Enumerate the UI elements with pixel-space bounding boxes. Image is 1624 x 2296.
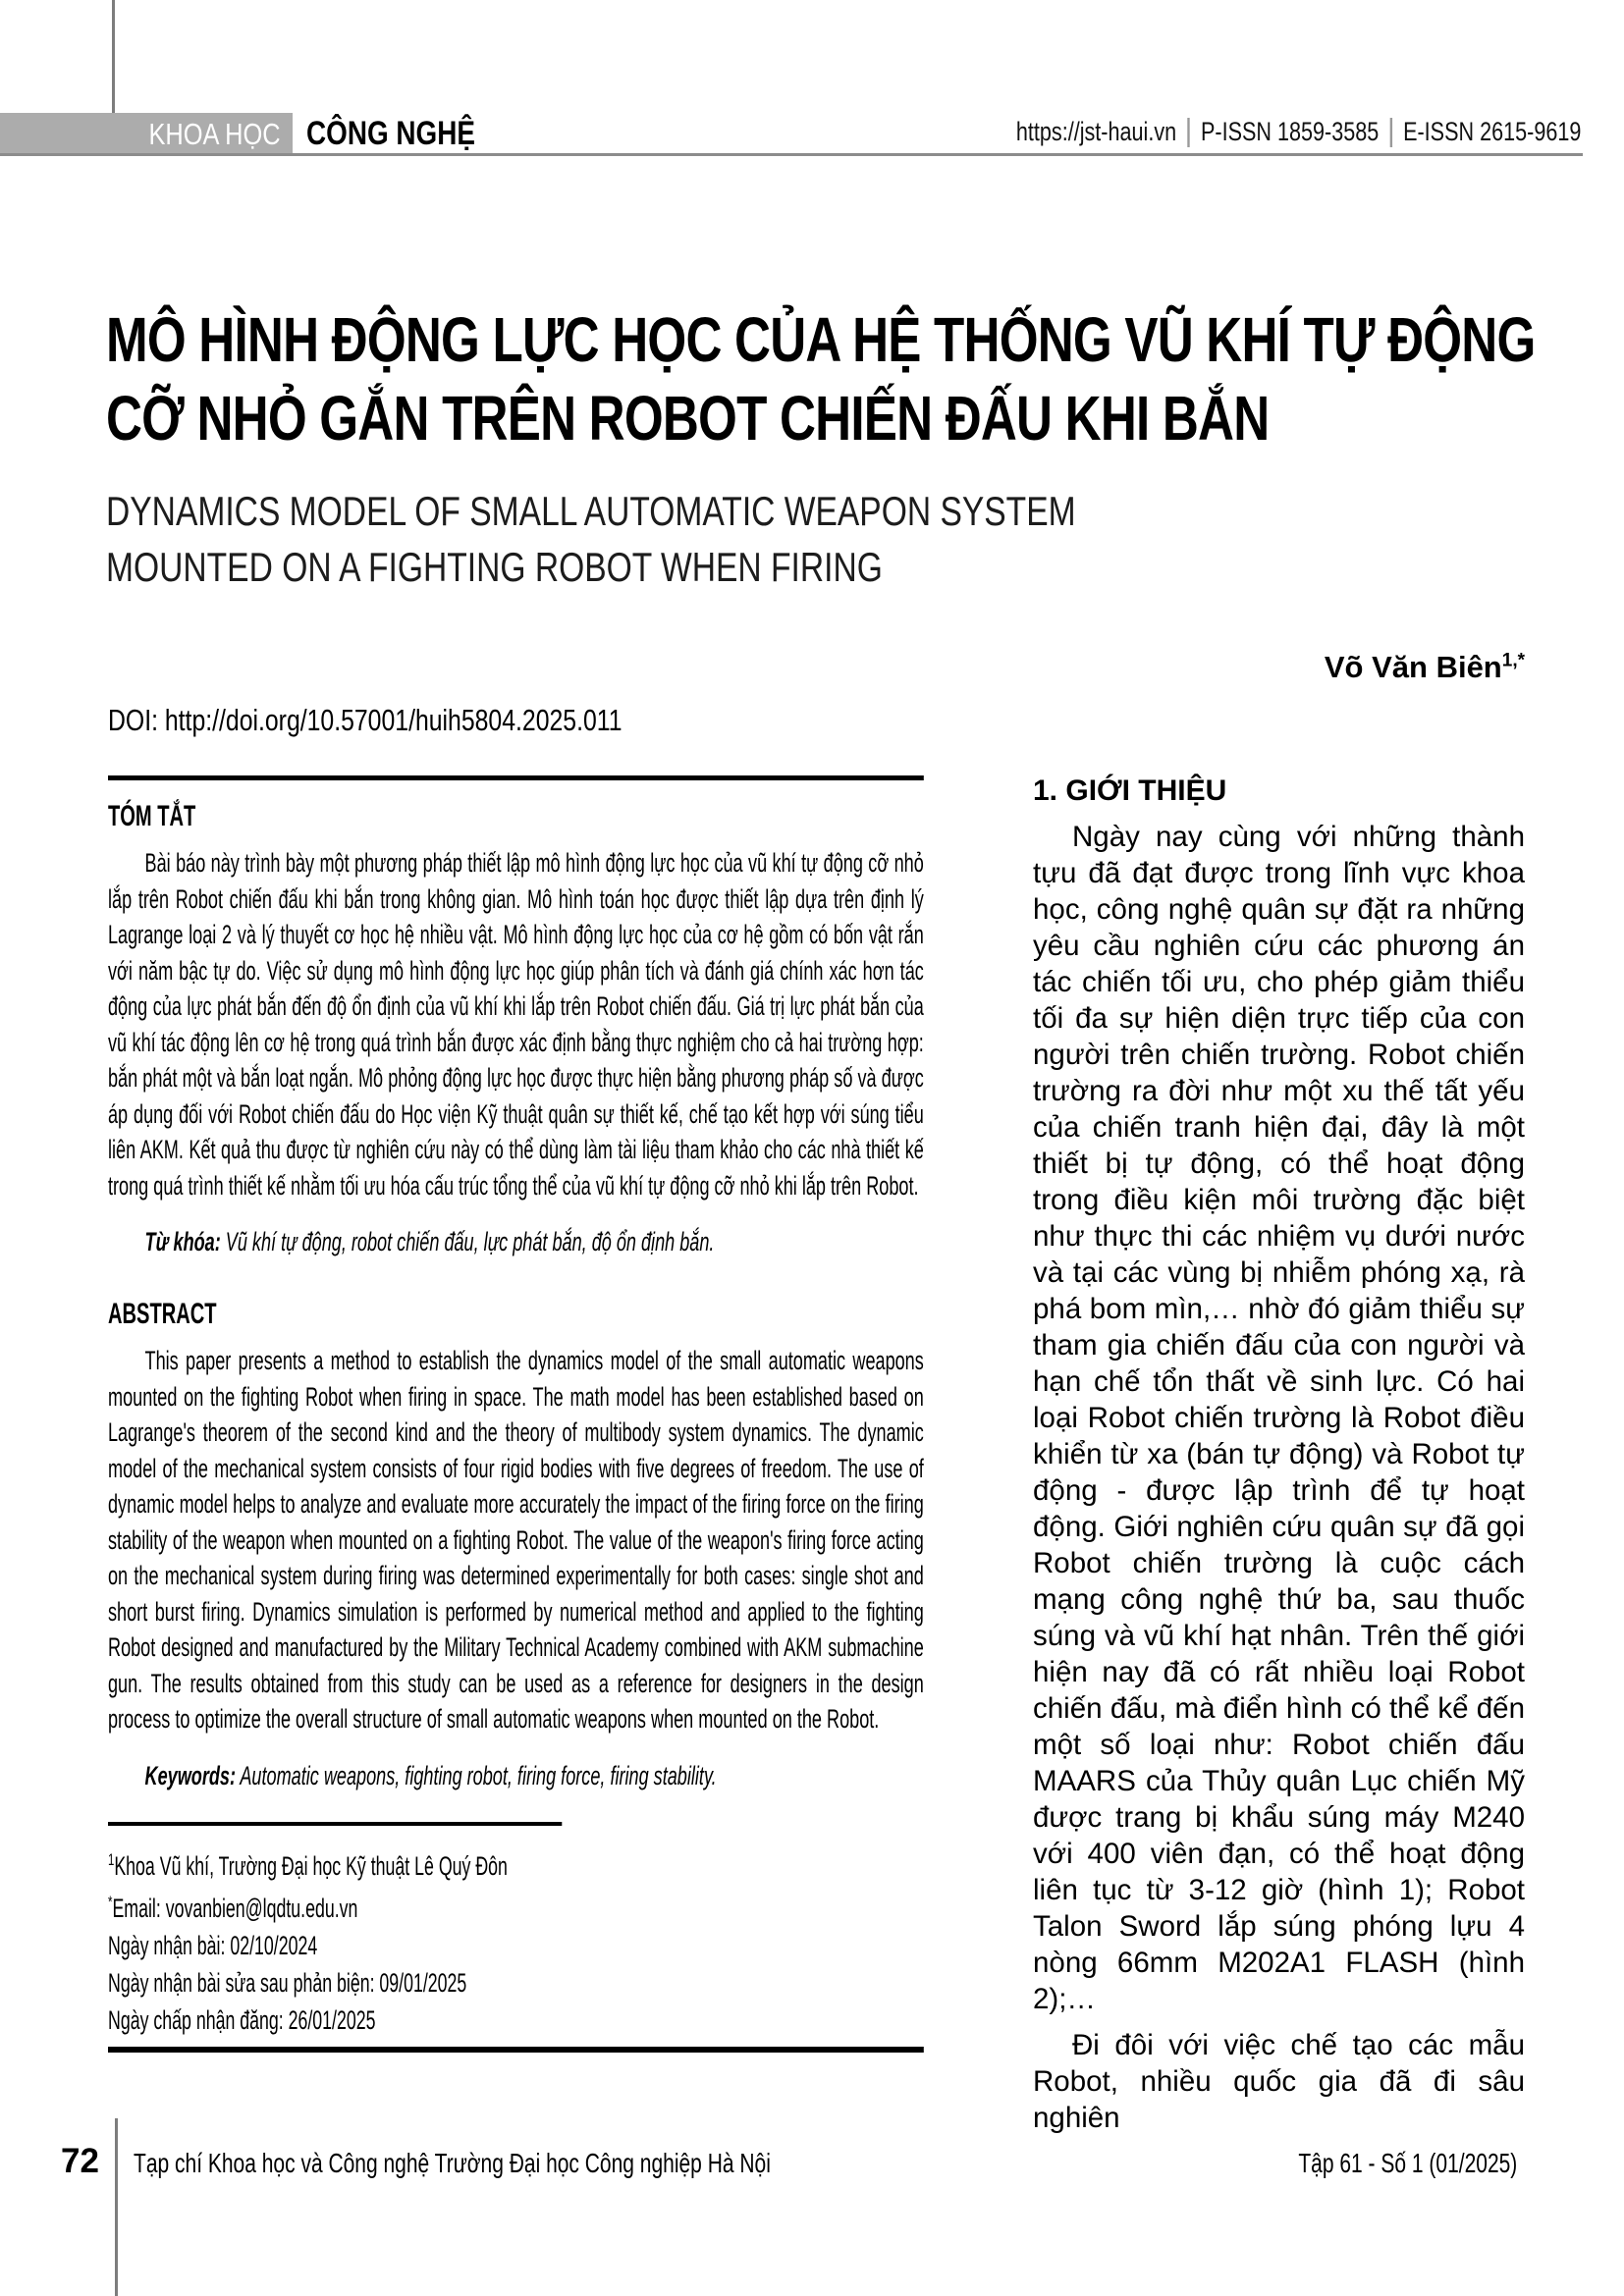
abstract-en-heading: ABSTRACT	[108, 1298, 217, 1330]
footer-issue-info: Tập 61 - Số 1 (01/2025)	[1298, 2148, 1517, 2178]
technology-label-wrap	[306, 113, 513, 155]
top-vertical-divider	[112, 0, 115, 114]
abstract-bottom-rule	[108, 2047, 924, 2053]
article-title-en	[106, 483, 1206, 595]
footnote-rule	[108, 1822, 562, 1826]
abstract-box	[108, 775, 924, 2053]
science-label: KHOA HỌC	[148, 116, 281, 151]
p-issn: P-ISSN 1859-3585	[1200, 117, 1379, 146]
header-separator	[1389, 118, 1391, 147]
header-rule	[0, 153, 1583, 156]
introduction-section	[1033, 774, 1525, 2136]
technology-label: CÔNG NGHỆ	[306, 115, 475, 152]
accepted-date-line: Ngày chấp nhận đăng: 26/01/2025	[108, 2005, 376, 2036]
introduction-paragraph-1: Ngày nay cùng với những thành tựu đã đạt được trong lĩnh vực khoa học, công nghệ quân sự đặt ra những yêu cầu nghiên cứu các phương án tác chiến tối ưu, cho phép giảm thiểu tối đa sự hiện diện trực tiếp của con người trên chiến trường. Robot chiến trường ra đời như một xu thế tất yếu của chiến tranh hiện đại, đây là một thiết bị tự động, có thể hoạt động trong điều kiện môi trường đặc biệt như thực thi các nhiệm vụ dưới nước và tại các vùng bị nhiễm phóng xạ, rà phá bom mìn,… nhờ đó giảm thiểu sự tham gia chiến đấu của con người và hạn chế tổn thất về sinh lực. Có hai loại Robot chiến trường là Robot điều khiển từ xa (bán tự động) và Robot tự động - được lập trình để tự hoạt động. Giới nghiên cứu quân sự đã gọi Robot chiến trường là cuộc cách mạng công nghệ thứ ba, sau thuốc súng và vũ khí hạt nhân. Trên thế giới hiện nay đã có rất nhiều loại Robot chiến đấu, mà điển hình có thể kể đến một số loại như: Robot chiến đấu MAARS của Thủy quân Lục chiến Mỹ được trang bị khẩu súng máy M240 với 400 viên đạn, có thể hoạt động liên tục từ 3-12 giờ (hình 1); Robot Talon Sword lắp súng phóng lựu 4 nòng 66mm M202A1 FLASH (hình 2);…	[1033, 821, 1525, 2015]
article-title-en-line2: MOUNTED ON A FIGHTING ROBOT WHEN FIRING	[106, 544, 883, 590]
page-number: 72	[61, 2142, 99, 2180]
email-superscript: *	[108, 1893, 113, 1912]
affiliation-superscript: 1	[108, 1849, 115, 1869]
article-title-en-line1: DYNAMICS MODEL OF SMALL AUTOMATIC WEAPON SYSTEM	[106, 488, 1076, 534]
keywords-vi-label: Từ khóa:	[144, 1227, 221, 1256]
journal-url: https://jst-haui.vn	[1015, 117, 1176, 146]
header-science-band	[0, 113, 293, 155]
abstract-vi-keywords	[108, 1225, 924, 1258]
e-issn: E-ISSN 2615-9619	[1402, 117, 1581, 146]
abstract-en-body: This paper presents a method to establish the dynamics model of the small automatic weapons mounted on the fighting Robot when firing in space. The math model has been established based on Lagrange's theorem of the second kind and the theory of multibody system dynamics. The dynamic model of the mechanical system consists of four rigid bodies with five degrees of freedom. The use of dynamic model helps to analyze and evaluate more accurately the impact of the firing force on the firing stability of the weapon when mounted on a fighting Robot. The value of the weapon's firing force acting on the mechanical system during firing was determined experimentally for both cases: single shot and short burst firing. Dynamics simulation is performed by numerical method and applied to the fighting Robot designed and manufactured by the Military Technical Academy combined with AKM submachine gun. The results obtained from this study can be used as a reference for designers in the design process to optimize the overall structure of small automatic weapons when mounted on the Robot.	[108, 1346, 924, 1734]
article-title-vi-line1: MÔ HÌNH ĐỘNG LỰC HỌC CỦA HỆ THỐNG VŨ KHÍ TỰ ĐỘNG	[106, 304, 1536, 375]
introduction-heading: 1. GIỚI THIỆU	[1033, 774, 1227, 807]
email-text: Email: vovanbien@lqdtu.edu.vn	[112, 1894, 358, 1924]
doi-line: DOI: http://doi.org/10.57001/huih5804.2025.011	[108, 703, 623, 737]
author-affiliation-marks: 1,*	[1501, 650, 1525, 671]
abstract-top-rule	[108, 775, 924, 780]
affiliation-line	[108, 1842, 924, 1885]
author-line	[1325, 650, 1525, 685]
footer-journal-name: Tạp chí Khoa học và Công nghệ Trường Đại học Công nghiệp Hà Nội	[134, 2148, 771, 2178]
header-issn-bar	[1015, 117, 1581, 147]
author-name: Võ Văn Biên	[1324, 650, 1502, 684]
introduction-paragraph-2: Đi đôi với việc chế tạo các mẫu Robot, nhiều quốc gia đã đi sâu nghiên	[1033, 2029, 1525, 2134]
footer-vertical-divider	[115, 2118, 118, 2296]
received-date-line: Ngày nhận bài: 02/10/2024	[108, 1931, 318, 1961]
footnote-block	[108, 1842, 924, 2040]
abstract-vi-heading: TÓM TẮT	[108, 800, 196, 832]
revised-date-line: Ngày nhận bài sửa sau phản biện: 09/01/2025	[108, 1968, 467, 1999]
keywords-en-text: Automatic weapons, fighting robot, firing force, firing stability.	[236, 1760, 717, 1790]
header-separator	[1187, 118, 1189, 147]
email-line	[108, 1884, 924, 1927]
article-title-vi-line2: CỠ NHỎ GẮN TRÊN ROBOT CHIẾN ĐẤU KHI BẮN	[106, 383, 1270, 454]
article-title-vi	[106, 300, 1536, 457]
affiliation-text: Khoa Vũ khí, Trường Đại học Kỹ thuật Lê Quý Đôn	[114, 1850, 508, 1881]
abstract-vi-body: Bài báo này trình bày một phương pháp thiết lập mô hình động lực học của vũ khí tự động cỡ nhỏ lắp trên Robot chiến đấu khi bắn trong không gian. Mô hình toán học được thiết lập dựa trên định lý Lagrange loại 2 và lý thuyết cơ học hệ nhiều vật. Mô hình động lực học của cơ hệ gồm có bốn vật rắn với năm bậc tự do. Việc sử dụng mô hình động lực học giúp phân tích và đánh giá chính xác hơn tác động của lực phát bắn đến độ ổn định của vũ khí khi lắp trên Robot chiến đấu. Giá trị lực phát bắn của vũ khí tác động lên cơ hệ trong quá trình bắn được xác định bằng thực nghiệm cho cả hai trường hợp: bắn phát một và bắn loạt ngắn. Mô phỏng động lực học được thực hiện bằng phương pháp số và được áp dụng đối với Robot chiến đấu do Học viện Kỹ thuật quân sự thiết kế, chế tạo kết hợp với súng tiểu liên AKM. Kết quả thu được từ nghiên cứu này có thể dùng làm tài liệu tham khảo cho các nhà thiết kế trong quá trình thiết kế nhằm tối ưu hóa cấu trúc tổng thể của vũ khí tự động cỡ nhỏ khi lắp trên Robot.	[108, 848, 924, 1201]
keywords-vi-text: Vũ khí tự động, robot chiến đấu, lực phát bắn, độ ổn định bắn.	[220, 1227, 715, 1256]
abstract-en-keywords	[108, 1759, 924, 1792]
keywords-en-label: Keywords:	[144, 1760, 237, 1790]
